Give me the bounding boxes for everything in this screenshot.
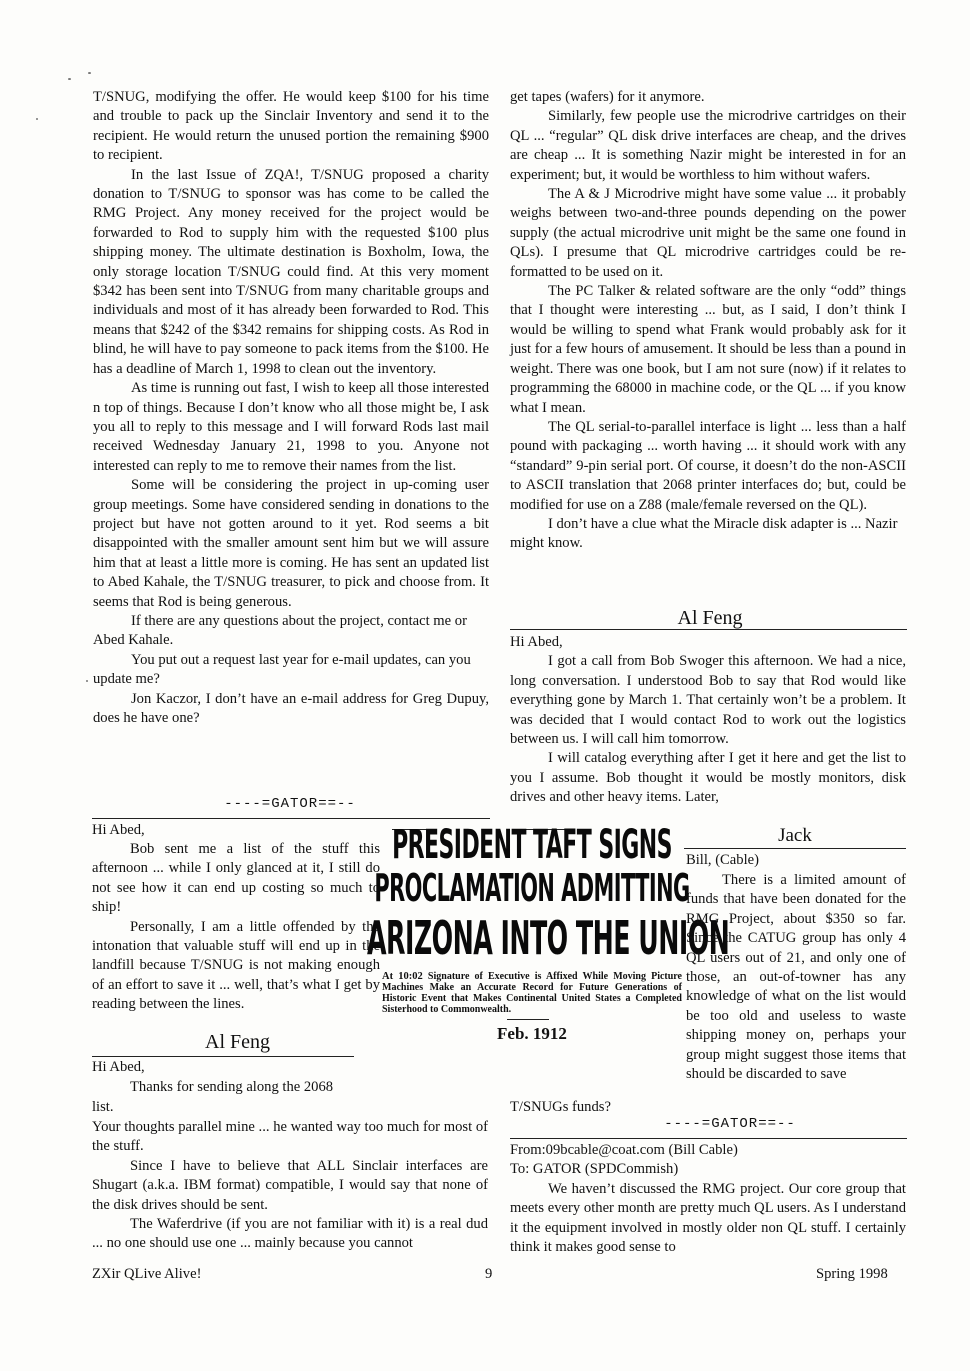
paragraph: The PC Talker & related software are the only “odd” things that I thought were interesting ... but, as I said, I don’t think I would be willing to spend what Frank would probably ask for it just for a few hours of amusement. It should be less than a pound in weight. There was one book, but I am not sure (now) if it relates to programming the 68000 in machine code, or the QL ... if you know what I mean. [510, 283, 906, 416]
greeting: Hi Abed, [92, 822, 145, 838]
paragraph: Personally, I am a little offended by the intonation that valuable stuff will end up in the landfill because T/SNUG is not making enough of an effort to save it ... well, that’s what I get by reading between the lines. [92, 918, 380, 1013]
paragraph: We haven’t discussed the RMG project. Our core group that meets every other month are pretty much QL users. As I understand it the equipment involved in mostly older non QL stuff. I certainly think it makes good sense to [510, 1180, 906, 1256]
paragraph: Bob sent me a list of the stuff this afternoon ... while I only glanced at it, I still do not see how it can end up costing so much to ship! [92, 841, 380, 916]
paragraph: I will catalog everything after I get it here and get the list to you I assume. Bob thought it would be mostly monitors, disk drives and other heavy items. Later, [510, 750, 906, 806]
section-divider [684, 848, 906, 849]
greeting: Hi Abed, [510, 634, 563, 650]
paragraph: Thanks for sending along the 2068 [130, 1079, 334, 1095]
left-wrap-text [92, 840, 380, 1015]
scan-speck [88, 72, 91, 74]
paragraph: There is a limited amount of funds that have been donated for the RMG Project, about $350 so far. Since the CATUG group has only 4 QL users out of 21, and only one of those, an out-of-towner has any knowledge of what on the list would be too old and useless to waste shipping money on, perhaps your group might suggest those items that should be discarded to save [686, 872, 906, 1083]
gator-signature: ----=GATOR==-- [664, 1116, 796, 1132]
clipping-rule [507, 1019, 549, 1020]
paragraph: In the last Issue of ZQA!, T/SNUG proposed a charity donation to T/SNUG to sponsor was has come to be called the RMG Project. Any money received for the project would be forwarded to Rod to supply him with the requested $100 plus shipping money. The ultimate destination is Boxholm, Iowa, the only storage location T/SNUG could find. At this very moment $342 has been sent into T/SNUG from many charitable groups and individuals and most of it has already been forwarded to Rod. This means that $242 of the $342 remains for shipping costs. As Rod in blind, he will have to pay someone to pack items from the $100. He has a deadline of March 1, 1998 to clean out the inventory. [93, 166, 489, 377]
paragraph: The A & J Microdrive might have some value ... it probably weighs between two-and-three pounds depending on the power supply (the actual microdrive unit might be the same one found in QLs). I presume that QL microdrive cartridges could be re-formatted to be used on it. [510, 186, 906, 280]
footer-page-number: 9 [485, 1266, 493, 1282]
gator-signature: ----=GATOR==-- [224, 796, 356, 812]
paragraph: If there are any questions about the project, contact me or Abed Kahale. [93, 612, 467, 649]
section-divider [510, 1138, 907, 1139]
footer-issue: Spring 1998 [816, 1266, 888, 1282]
alfeng-signature: Al Feng [677, 607, 743, 629]
left-bottom-text [92, 1118, 488, 1254]
clipping-subhead [382, 971, 682, 1015]
greeting: Hi Abed, [92, 1059, 145, 1075]
right-top-text [510, 88, 906, 554]
clipping-subhead-text: Signature of Executive is Affixed While Moving Picture Machines Make an Accurate Record for Future Generations of Historic Event that Makes Continental United States a Completed Sisterhood to Commonwealth. [382, 971, 682, 1015]
left-top-text [93, 88, 489, 728]
greeting: Bill, (Cable) [686, 852, 759, 868]
scan-speck [68, 78, 71, 80]
clipping-date: Feb. 1912 [497, 1024, 567, 1043]
paragraph: Similarly, few people use the microdrive cartridges on their QL ... “regular” QL disk drive interfaces are cheap, and the drives are cheap ... It is something Nazir might be interested in for an experiment; but, it would be worthless to him without wafers. [510, 108, 906, 183]
right-bottom-text [510, 1141, 906, 1257]
section-divider [92, 818, 490, 819]
right-mid-text [510, 633, 906, 808]
paragraph: I got a call from Bob Swoger this afternoon. We had a nice, long conversation. I understood Bob to say that Rod would like everything gone by March 1. That certainly won’t be a problem. It was decided that I would contact Rod to work out the logistics between us. I will call him tomorrow. [510, 653, 906, 748]
headline-line: PROCLAMATION ADMITTING [374, 866, 690, 910]
to-line: To: GATOR (SPDCommish) [510, 1161, 679, 1178]
paragraph: Jon Kaczor, I don’t have an e-mail address for Greg Dupuy, does he have one? [93, 690, 489, 726]
paragraph: Since I have to believe that ALL Sinclair interfaces are Shugart (a.k.a. IBM format) compatible, I would say that none of the disk drives should be sent. [92, 1157, 488, 1213]
section-divider [510, 629, 907, 630]
paragraph: get tapes (wafers) for it anymore. [510, 89, 705, 105]
paragraph: The QL serial-to-parallel interface is light ... less than a half pound with packaging ... worth having ... it should work with any “standard” 9-pin serial port. Of course, it doesn’t do the non-ASCII to ASCII translation that 2068 printer interfaces do; but, could be modified for use on a Z88 (male/female reversed on the QL). [510, 418, 906, 513]
alfeng-signature: Al Feng [205, 1031, 270, 1053]
clipping-time: At 10:02 [382, 971, 423, 982]
headline-line: ARIZONA INTO THE UNION [367, 911, 730, 965]
scan-speck [36, 118, 38, 120]
jack-signature: Jack [778, 825, 812, 846]
footer-publication: ZXir QLive Alive! [92, 1266, 202, 1282]
paragraph: T/SNUGs funds? [510, 1099, 611, 1115]
paragraph: The Waferdrive (if you are not familiar with it) is a real dud ... no one should use one ... mainly because you cannot [92, 1216, 488, 1252]
section-divider [92, 1056, 354, 1057]
headline-line: PRESIDENT TAFT SIGNS [392, 822, 672, 868]
paragraph: Some will be considering the project in up-coming user group meetings. Some have considered sending in donations to the project but have not gotten around to it yet. Rod seems a bit disappointed with the smaller amount sent him but we will assure him that at least a little more is coming. He has sent an updated list to Abed Kahale, the T/SNUG treasurer, to pick and choose from. It seems that Rod is being generous. [93, 477, 489, 610]
scan-speck [86, 680, 88, 682]
paragraph: You put out a request last year for e-mail updates, can you update me? [93, 651, 471, 688]
paragraph: T/SNUG, modifying the offer. He would keep $100 for his time and trouble to pack up the Sinclair Inventory and send it to the recipient. He would return the unused portion the remaining $900 to recipient. [93, 89, 489, 164]
from-line: From:09bcable@coat.com (Bill Cable) [510, 1142, 738, 1158]
paragraph: list. [92, 1099, 114, 1115]
paragraph: I don’t have a clue what the Miracle disk adapter is ... Nazir might know. [510, 515, 898, 552]
paragraph: As time is running out fast, I wish to keep all those interested n top of things. Because I don’t know who all those might be, I ask you all to reply to this message and I will forward Rods last mail received Wednesday January 21, 1998 to you. Anyone not interested can reply to me to remove their names from the list. [93, 380, 489, 474]
paragraph: Your thoughts parallel mine ... he wanted way too much for most of the stuff. [92, 1119, 488, 1155]
